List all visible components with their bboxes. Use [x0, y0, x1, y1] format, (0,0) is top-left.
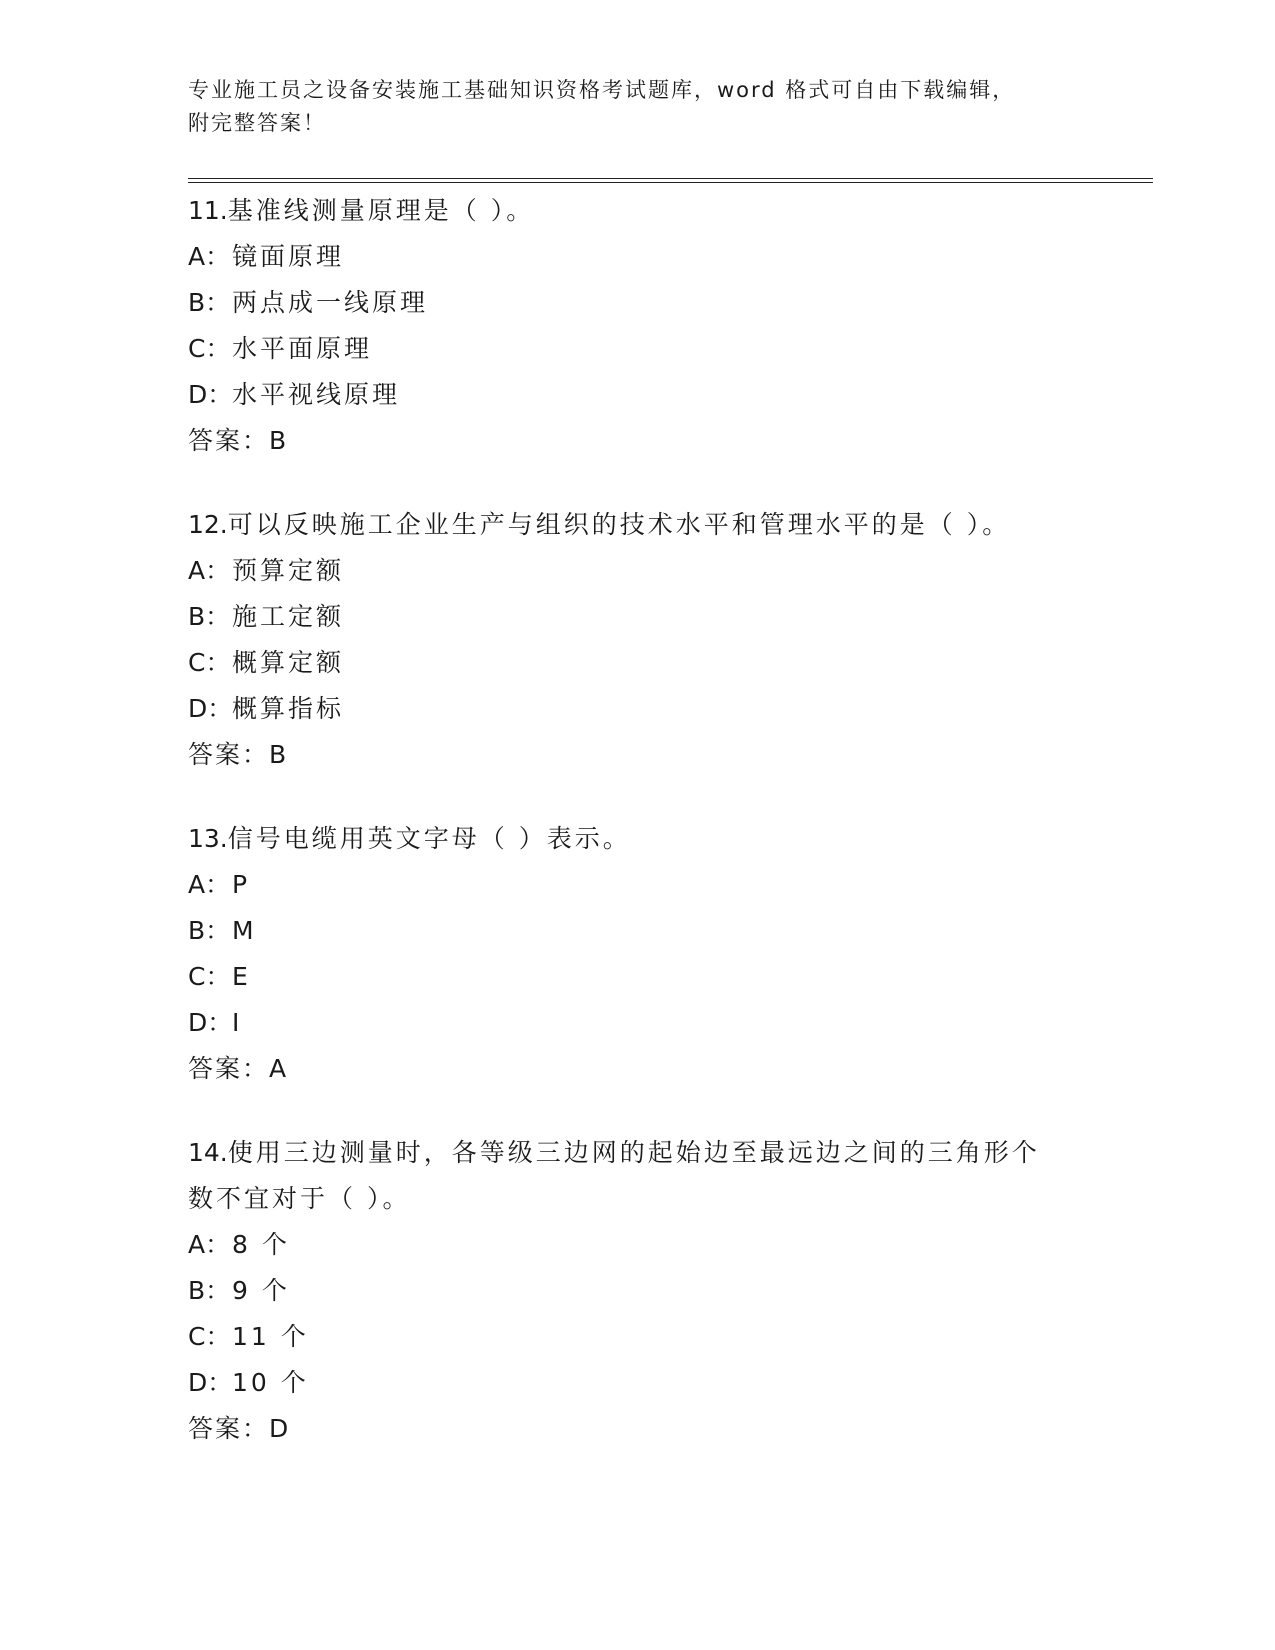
answer-line: 答案：B: [188, 740, 289, 769]
option-d: [188, 1000, 1088, 1046]
option-letter: A：: [188, 556, 231, 585]
option-b: [188, 594, 1088, 640]
option-letter: D：: [188, 694, 233, 723]
option-text: E: [232, 962, 251, 991]
option-letter: B：: [188, 288, 231, 317]
option-text: 两点成一线原理: [232, 288, 429, 317]
option-text: 8 个: [232, 1230, 290, 1259]
option-c: [188, 1314, 1088, 1360]
answer-line: 答案：B: [188, 426, 289, 455]
question-text: 可以反映施工企业生产与组织的技术水平和管理水平的是（ ）。: [227, 510, 1011, 539]
header-divider-bottom: [188, 182, 1153, 183]
option-b: [188, 908, 1088, 954]
question-stem: [188, 502, 1088, 548]
option-letter: C：: [188, 648, 231, 677]
option-text: 10 个: [232, 1368, 309, 1397]
header-line-1: 专业施工员之设备安装施工基础知识资格考试题库，word 格式可自由下载编辑，: [188, 78, 1016, 102]
option-text: P: [232, 870, 251, 899]
question-text: 基准线测量原理是（ ）。: [227, 196, 535, 225]
question-text: 使用三边测量时，各等级三边网的起始边至最远边之间的三角形个: [227, 1138, 1040, 1167]
question-stem: [188, 188, 1088, 234]
option-b: [188, 280, 1088, 326]
header-divider-top: [188, 178, 1153, 179]
option-letter: D：: [188, 1008, 233, 1037]
option-a: [188, 1222, 1088, 1268]
option-d: [188, 1360, 1088, 1406]
question-stem-continued: 数不宜对于（ ）。: [188, 1184, 411, 1213]
question-stem: [188, 816, 1088, 862]
question-12: [188, 502, 1088, 778]
option-text: 概算指标: [232, 694, 345, 723]
option-a: [188, 234, 1088, 280]
header-line-2: 附完整答案！: [188, 111, 326, 135]
option-c: [188, 954, 1088, 1000]
option-letter: D：: [188, 1368, 233, 1397]
option-text: M: [232, 916, 257, 945]
option-b: [188, 1268, 1088, 1314]
option-text: 预算定额: [232, 556, 345, 585]
option-letter: C：: [188, 962, 231, 991]
question-13: [188, 816, 1088, 1092]
option-text: 镜面原理: [232, 242, 345, 271]
question-list: [188, 188, 1088, 1490]
option-text: I: [232, 1008, 243, 1037]
option-letter: A：: [188, 1230, 231, 1259]
option-letter: A：: [188, 870, 231, 899]
question-text: 信号电缆用英文字母（ ）表示。: [227, 824, 631, 853]
option-text: 施工定额: [232, 602, 345, 631]
option-letter: B：: [188, 1276, 231, 1305]
option-text: 水平面原理: [232, 334, 373, 363]
option-d: [188, 372, 1088, 418]
question-number: 14.: [188, 1138, 228, 1167]
answer-line: 答案：A: [188, 1054, 289, 1083]
option-d: [188, 686, 1088, 732]
option-letter: A：: [188, 242, 231, 271]
option-letter: D：: [188, 380, 233, 409]
option-text: 11 个: [232, 1322, 309, 1351]
question-number: 13.: [188, 824, 228, 853]
document-header: [188, 74, 1088, 140]
option-c: [188, 640, 1088, 686]
option-c: [188, 326, 1088, 372]
question-number: 12.: [188, 510, 228, 539]
question-stem: [188, 1130, 1088, 1176]
answer-line: 答案：D: [188, 1414, 291, 1443]
option-letter: B：: [188, 602, 231, 631]
option-letter: B：: [188, 916, 231, 945]
option-a: [188, 548, 1088, 594]
question-11: [188, 188, 1088, 464]
option-letter: C：: [188, 1322, 231, 1351]
option-letter: C：: [188, 334, 231, 363]
option-text: 水平视线原理: [232, 380, 401, 409]
question-14: [188, 1130, 1088, 1452]
option-text: 概算定额: [232, 648, 345, 677]
option-a: [188, 862, 1088, 908]
option-text: 9 个: [232, 1276, 290, 1305]
question-number: 11.: [188, 196, 228, 225]
